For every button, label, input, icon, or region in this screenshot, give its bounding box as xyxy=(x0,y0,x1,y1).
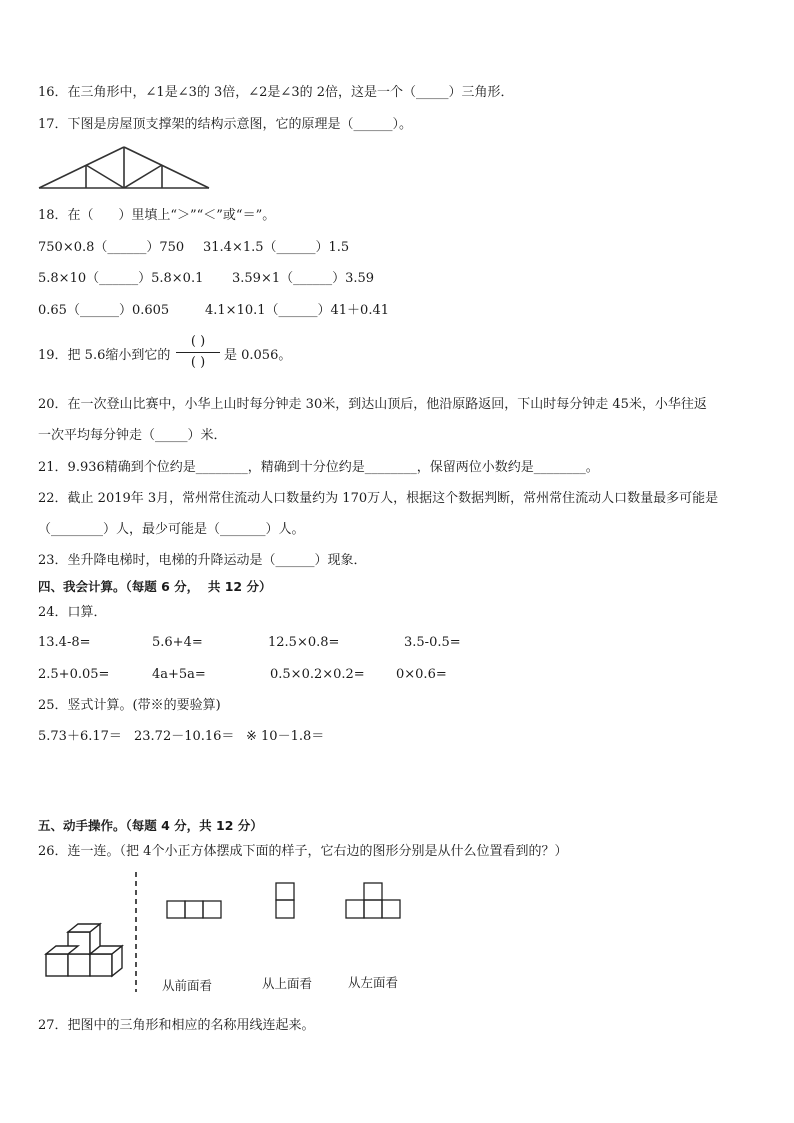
compare-item: 31.4×1.5（______）1.5 xyxy=(203,240,350,255)
question-19-prefix: 19．把 5.6缩小到它的 xyxy=(38,348,171,363)
mental-math-item: 3.5-0.5= xyxy=(404,635,461,650)
compare-item: 4.1×10.1（______）41＋0.41 xyxy=(205,303,389,318)
vertical-calc-item: ※ 10－1.8＝ xyxy=(246,729,325,744)
question-22-line1: 22．截止 2019年 3月，常州常住流动人口数量约为 170万人，根据这个数据判断，常州常住流动人口数量最多可能是 xyxy=(38,491,719,506)
mental-math-item: 2.5+0.05= xyxy=(38,667,110,682)
question-23: 23．坐升降电梯时，电梯的升降运动是（______）现象． xyxy=(38,553,367,568)
view-label-left: 从左面看 xyxy=(348,975,399,990)
question-19-suffix: 是 0.056。 xyxy=(224,348,292,363)
compare-item: 0.65（______）0.605 xyxy=(38,303,170,318)
question-16: 16．在三角形中，∠1是∠3的 3倍，∠2是∠3的 2倍，这是一个（_____）三角形． xyxy=(38,85,514,100)
mental-math-item: 4a+5a= xyxy=(152,667,206,682)
section-5-heading: 五、动手操作。（每题 4 分，共 12 分） xyxy=(38,818,263,833)
mental-math-item: 12.5×0.8= xyxy=(268,635,340,650)
question-20-line2: 一次平均每分钟走（_____）米． xyxy=(38,428,227,443)
compare-item: 5.8×10（______）5.8×0.1 xyxy=(38,271,204,286)
fraction-numerator: ( ) xyxy=(190,334,206,349)
dashed-divider xyxy=(134,872,138,992)
roof-truss-diagram xyxy=(38,144,210,192)
question-22-line2: （________）人，最少可能是（_______）人。 xyxy=(38,522,305,537)
view-shape-three-in-row xyxy=(166,900,222,920)
mental-math-item: 0.5×0.2×0.2= xyxy=(270,667,365,682)
question-25-title: 25．竖式计算。(带※的要验算) xyxy=(38,698,221,713)
question-27: 27．把图中的三角形和相应的名称用线连起来。 xyxy=(38,1018,315,1033)
section-4-heading: 四、我会计算。（每题 6 分， 共 12 分） xyxy=(38,579,272,594)
fraction-denominator: ( ) xyxy=(190,355,206,370)
question-26-title: 26．连一连。（把 4个小正方体摆成下面的样子，它右边的图形分别是从什么位置看到的？） xyxy=(38,844,568,859)
view-shape-t-shape xyxy=(345,882,403,920)
vertical-calc-item: 5.73＋6.17＝ xyxy=(38,729,122,744)
mental-math-item: 5.6+4= xyxy=(152,635,203,650)
question-18-title: 18．在（ ）里填上“＞”“＜”或“＝”。 xyxy=(38,208,276,223)
compare-item: 750×0.8（______）750 xyxy=(38,240,185,255)
question-17: 17．下图是房屋顶支撑架的结构示意图，它的原理是（______）。 xyxy=(38,117,413,132)
question-20-line1: 20．在一次登山比赛中，小华上山时每分钟走 30米，到达山顶后，他沿原路返回，下山时每分钟走 45米，小华往返 xyxy=(38,397,707,412)
mental-math-item: 13.4-8= xyxy=(38,635,91,650)
mental-math-item: 0×0.6= xyxy=(396,667,447,682)
fraction-blank xyxy=(174,333,222,372)
question-24-title: 24．口算． xyxy=(38,605,107,620)
cube-stack-figure xyxy=(44,914,124,980)
vertical-calc-item: 23.72－10.16＝ xyxy=(134,729,235,744)
view-label-front: 从前面看 xyxy=(162,978,213,993)
compare-item: 3.59×1（______）3.59 xyxy=(232,271,375,286)
view-label-top: 从上面看 xyxy=(262,976,313,991)
view-shape-two-stacked xyxy=(275,882,295,920)
question-21: 21．9.936精确到个位约是________，精确到十分位约是________，保留两位小数约是________。 xyxy=(38,460,599,475)
